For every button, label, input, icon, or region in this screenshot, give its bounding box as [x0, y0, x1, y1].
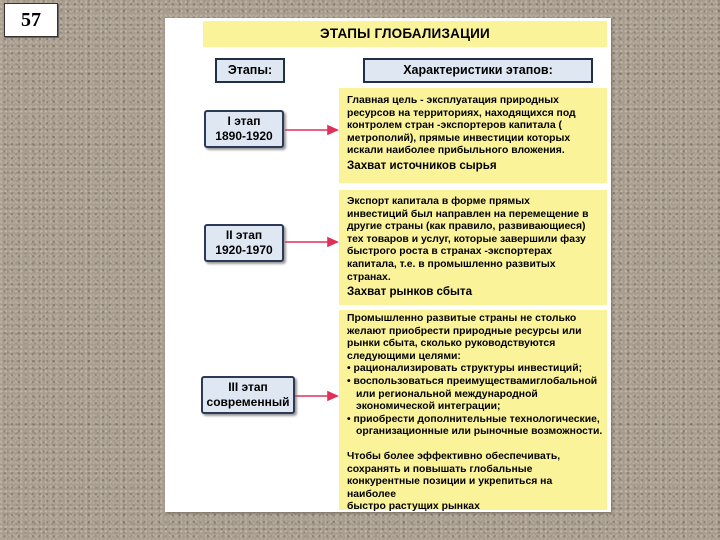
desc-line: Экспорт капитала в форме прямых — [347, 196, 530, 207]
stage-1-tag: Захват источников сырья — [347, 158, 497, 172]
desc-line: сохранять и повышать глобальные — [347, 463, 533, 475]
desc-line: метрополий), прямые инвестиции которых — [347, 132, 571, 144]
stage-2-tag: Захват рынков сбыта — [347, 285, 473, 299]
bullet-item: • рационализировать структуры инвестиций; — [347, 363, 583, 375]
bullet-continuation: или региональной международной — [356, 388, 538, 400]
content-panel — [165, 18, 611, 512]
arrow-head-icon — [328, 126, 337, 134]
stages-header: Этапы: — [215, 58, 285, 83]
desc-line: Чтобы более эффективно обеспечивать, — [347, 450, 561, 462]
arrow-head-icon — [328, 392, 337, 400]
desc-line: конкурентные позиции и укрепиться на наиболее — [347, 476, 553, 500]
desc-line: странах. — [347, 271, 391, 283]
desc-line: следующими целями: — [347, 350, 461, 362]
desc-line: искали наиболее прибыльного вложения. — [347, 145, 565, 157]
bullet-item: • приобрести дополнительные технологические, — [347, 413, 600, 425]
desc-line: быстрого роста в странах -экспортерах — [347, 246, 553, 258]
stage-1-period: 1890-1920 — [215, 129, 273, 143]
desc-line: желают приобрести природные ресурсы или — [347, 325, 582, 337]
bullet-continuation: организационные или рыночные возможности. — [356, 426, 603, 438]
desc-line: тех товаров и услуг, которые завершили фазу — [347, 233, 586, 245]
desc-line: другие страны (как правило, развивающиеся) — [347, 221, 586, 233]
slide-number: 57 — [4, 3, 58, 37]
desc-line: контролем стран -экспортеров капитала ( — [347, 120, 562, 132]
diagram-title: ЭТАПЫ ГЛОБАЛИЗАЦИИ — [203, 21, 607, 47]
desc-line: рынки сбыта, сколько руководствуются — [347, 338, 556, 350]
desc-line: ресурсов на территориях, находящихся под — [347, 107, 576, 119]
characteristics-header: Характеристики этапов: — [363, 58, 593, 83]
arrow-head-icon — [328, 238, 337, 246]
connector-arrows — [165, 18, 611, 512]
desc-line: инвестиций был направлен на перемещение в — [347, 208, 589, 220]
stage-1-label: I этап — [227, 114, 261, 128]
stage-3-period: современный — [206, 395, 290, 409]
desc-line: Главная цель - эксплуатация природных — [347, 95, 559, 106]
desc-line: быстро растущих рынках — [347, 501, 480, 513]
stage-3-label: III этап — [228, 380, 268, 394]
stage-2-label: II этап — [225, 228, 263, 242]
desc-line: Промышленно развитые страны не столько — [347, 313, 577, 324]
bullet-item: • воспользоваться преимуществамиглобальной — [347, 375, 598, 387]
bullet-continuation: экономической интеграции; — [356, 401, 501, 413]
desc-line: капитала, т.е. в промышленно развитых — [347, 258, 556, 270]
stage-2-period: 1920-1970 — [215, 243, 273, 257]
